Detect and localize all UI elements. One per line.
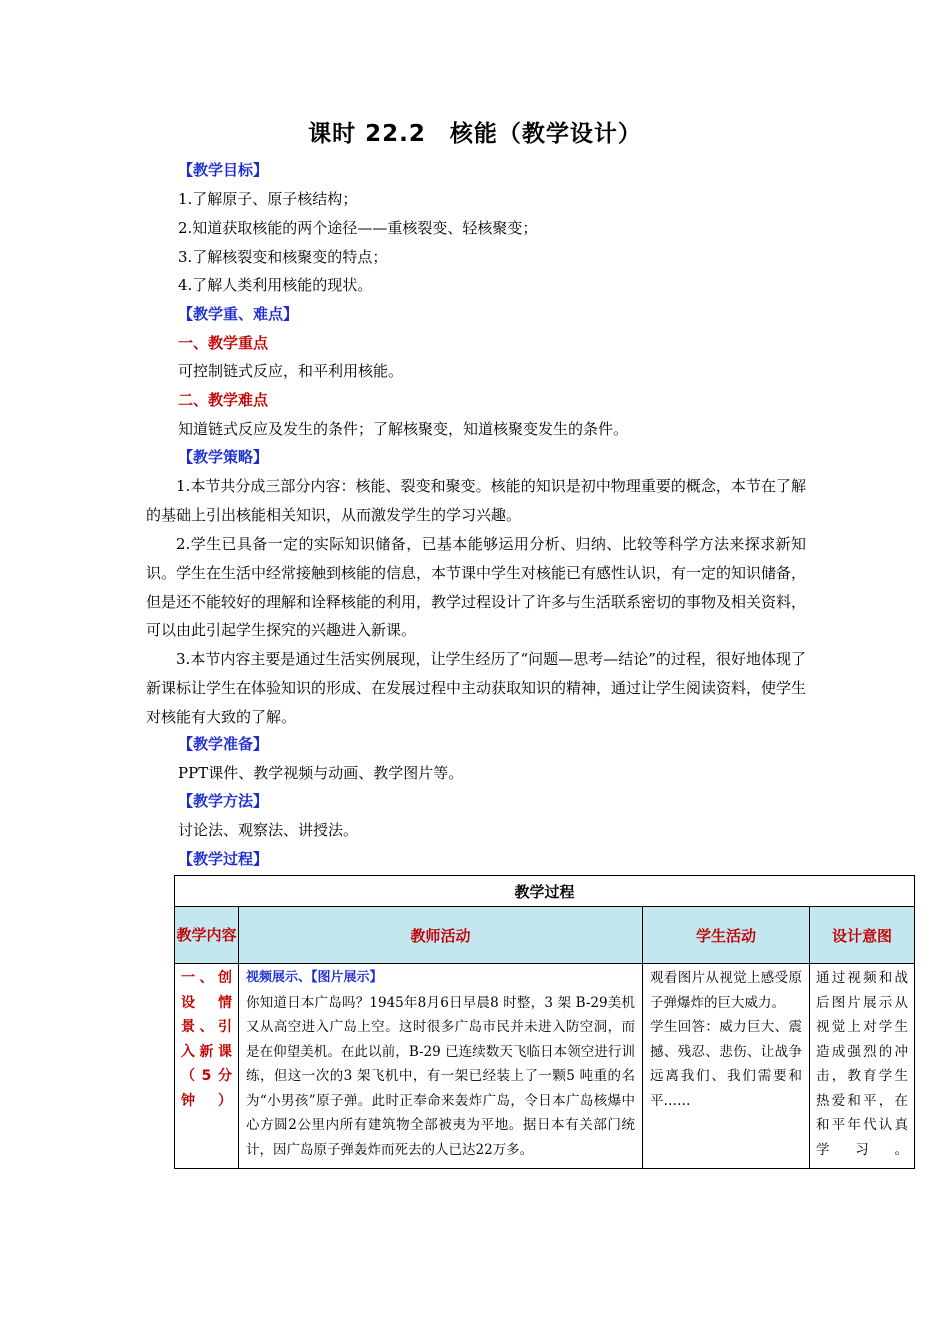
key-point-title: 一、教学重点 bbox=[178, 334, 269, 352]
row-student-cell bbox=[643, 964, 810, 1169]
strategy-paragraph: 2.学生已具备一定的实际知识储备，已基本能够运用分析、归纳、比较等科学方法来探求新知识。学生在生活中经常接触到核能的信息，本节课中学生对核能已有感性认识，有一定的知识储备，但是还不能较好的理解和诠释核能的利用，教学过程设计了许多与生活联系密切的事物及相关资料，可以由此引起学生探究的兴趣进入新课。 bbox=[146, 535, 807, 640]
preparation-heading: 【教学准备】 bbox=[178, 735, 269, 753]
key-point-text: 可控制链式反应，和平利用核能。 bbox=[178, 362, 404, 380]
objective-item: 4.了解人类利用核能的现状。 bbox=[178, 276, 373, 294]
preparation-text: PPT课件、教学视频与动画、教学图片等。 bbox=[178, 764, 464, 782]
difficulty-title: 二、教学难点 bbox=[178, 391, 269, 409]
strategy-paragraph: 3.本节内容主要是通过生活实例展现，让学生经历了“问题—思考—结论”的过程，很好地体现了新课标让学生在体验知识的形成、在发展过程中主动获取知识的精神，通过让学生阅读资料，使学生对核能有大致的了解。 bbox=[146, 650, 807, 726]
row-intent-cell: 通过视频和战后图片展示从视觉上对学生造成强烈的冲击，教育学生热爱和平，在和平年代认真学习。 bbox=[810, 964, 915, 1169]
strategy-heading: 【教学策略】 bbox=[178, 448, 269, 466]
teacher-activity-label: 视频展示、【图片展示】 bbox=[246, 970, 383, 985]
table-row bbox=[175, 964, 915, 1169]
objectives-heading: 【教学目标】 bbox=[178, 161, 269, 179]
row-content-cell: 一、创设情景、引入新课（5分钟） bbox=[175, 964, 239, 1169]
objective-item: 2.知道获取核能的两个途径——重核裂变、轻核聚变； bbox=[178, 219, 538, 237]
column-header-intent: 设计意图 bbox=[810, 907, 915, 964]
difficulty-text: 知道链式反应及发生的条件；了解核聚变，知道核聚变发生的条件。 bbox=[178, 420, 629, 438]
student-activity-text: 学生回答：威力巨大、震撼、残忍、悲伤、让战争远离我们、我们需要和平…… bbox=[650, 1019, 802, 1109]
table-caption: 教学过程 bbox=[175, 876, 915, 907]
row-teacher-cell bbox=[239, 964, 643, 1169]
objective-item: 3.了解核裂变和核聚变的特点； bbox=[178, 248, 388, 266]
objective-item: 1.了解原子、原子核结构； bbox=[178, 190, 358, 208]
process-table bbox=[174, 875, 915, 1169]
teacher-activity-text: 你知道日本广岛吗？1945年8月6日早晨8 时整，3 架 B-29美机又从高空进入广岛上空。这时很多广岛市民并未进入防空洞，而是在仰望美机。在此以前，B-29 已连续数天飞临日本领空进行训练，但这一次的3 架飞机中，有一架已经装上了一颗5 吨重的名为“小男孩”原子弹。此时正奉命来轰炸广岛，令日本广岛核爆中心方圆2公里内所有建筑物全部被夷为平地。据日本有关部门统计，因广岛原子弹轰炸而死去的人已达22万多。 bbox=[246, 994, 635, 1158]
column-header-content: 教学内容 bbox=[175, 907, 239, 964]
student-activity-text: 观看图片从视觉上感受原子弹爆炸的巨大威力。 bbox=[650, 970, 802, 1011]
column-header-teacher: 教师活动 bbox=[239, 907, 643, 964]
table-header-row bbox=[175, 907, 915, 964]
table-caption-row bbox=[175, 876, 915, 907]
column-header-student: 学生活动 bbox=[643, 907, 810, 964]
strategy-paragraph: 1.本节共分成三部分内容：核能、裂变和聚变。核能的知识是初中物理重要的概念，本节在了解的基础上引出核能相关知识，从而激发学生的学习兴趣。 bbox=[146, 477, 806, 524]
process-heading: 【教学过程】 bbox=[178, 850, 269, 868]
methods-heading: 【教学方法】 bbox=[178, 792, 269, 810]
document-title: 课时 22.2 核能（教学设计） bbox=[308, 121, 642, 147]
methods-text: 讨论法、观察法、讲授法。 bbox=[178, 821, 359, 839]
keypoints-heading: 【教学重、难点】 bbox=[178, 305, 299, 323]
